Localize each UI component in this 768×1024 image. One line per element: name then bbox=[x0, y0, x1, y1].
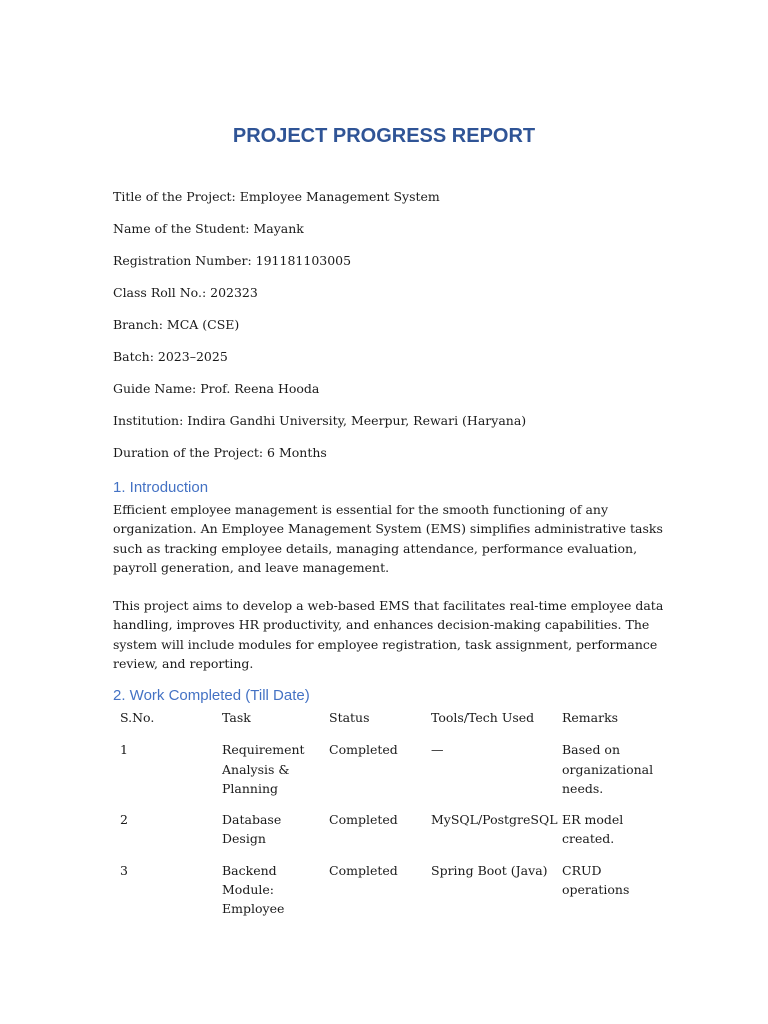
student-name-line: Name of the Student: Mayank bbox=[113, 221, 304, 236]
project-title-line: Title of the Project: Employee Management System bbox=[113, 189, 440, 204]
introduction-paragraph-1: Efficient employee management is essential for the smooth functioning of any organization. An Employee Management System (EMS) simplifies administrative tasks such as tracking employee details, managing attendance, performance evaluation, payroll generation, and leave management. bbox=[113, 502, 663, 575]
table-row bbox=[113, 861, 662, 931]
cell-remarks: CRUD operations bbox=[562, 862, 630, 898]
column-header-task: Task bbox=[222, 710, 251, 725]
introduction-heading: 1. Introduction bbox=[113, 479, 209, 496]
guide-name-line: Guide Name: Prof. Reena Hooda bbox=[113, 381, 320, 396]
class-roll-line: Class Roll No.: 202323 bbox=[113, 285, 258, 300]
column-header-status: Status bbox=[329, 710, 370, 725]
cell-sno: 2 bbox=[120, 812, 128, 828]
cell-sno: 1 bbox=[120, 742, 128, 758]
branch-line: Branch: MCA (CSE) bbox=[113, 317, 240, 332]
table-row bbox=[113, 740, 662, 810]
cell-sno: 3 bbox=[120, 862, 128, 878]
batch-line: Batch: 2023–2025 bbox=[113, 349, 228, 364]
duration-line: Duration of the Project: 6 Months bbox=[113, 445, 327, 460]
column-header-sno: S.No. bbox=[120, 710, 155, 725]
cell-remarks: ER model created. bbox=[562, 812, 624, 847]
institution-line: Institution: Indira Gandhi University, Meerpur, Rewari (Haryana) bbox=[113, 413, 527, 428]
cell-remarks: Based on organizational needs. bbox=[562, 742, 654, 796]
cell-status: Completed bbox=[329, 862, 398, 878]
cell-tools: MySQL/PostgreSQL bbox=[431, 812, 558, 828]
column-header-remarks: Remarks bbox=[562, 710, 619, 725]
table-header-row bbox=[113, 708, 662, 740]
registration-number-line: Registration Number: 191181103005 bbox=[113, 253, 352, 268]
cell-task: Requirement Analysis & Planning bbox=[222, 742, 305, 796]
cell-tools: Spring Boot (Java) bbox=[431, 862, 548, 878]
report-title: PROJECT PROGRESS REPORT bbox=[232, 125, 536, 147]
table-row bbox=[113, 810, 662, 861]
work-completed-table bbox=[113, 708, 662, 931]
project-info-block bbox=[113, 189, 673, 477]
work-completed-heading: 2. Work Completed (Till Date) bbox=[113, 687, 310, 704]
column-header-tools: Tools/Tech Used bbox=[431, 710, 535, 725]
cell-task: Database Design bbox=[222, 812, 282, 847]
cell-tools: — bbox=[431, 742, 444, 758]
cell-status: Completed bbox=[329, 742, 398, 758]
cell-status: Completed bbox=[329, 812, 398, 828]
cell-task: Backend Module: Employee bbox=[222, 862, 285, 917]
introduction-paragraph-2: This project aims to develop a web-based EMS that facilitates real-time employee data handling, improves HR productivity, and enhances decision-making capabilities. The system will include modules for employee registration, task assignment, performance review, and reporting. bbox=[113, 598, 664, 671]
